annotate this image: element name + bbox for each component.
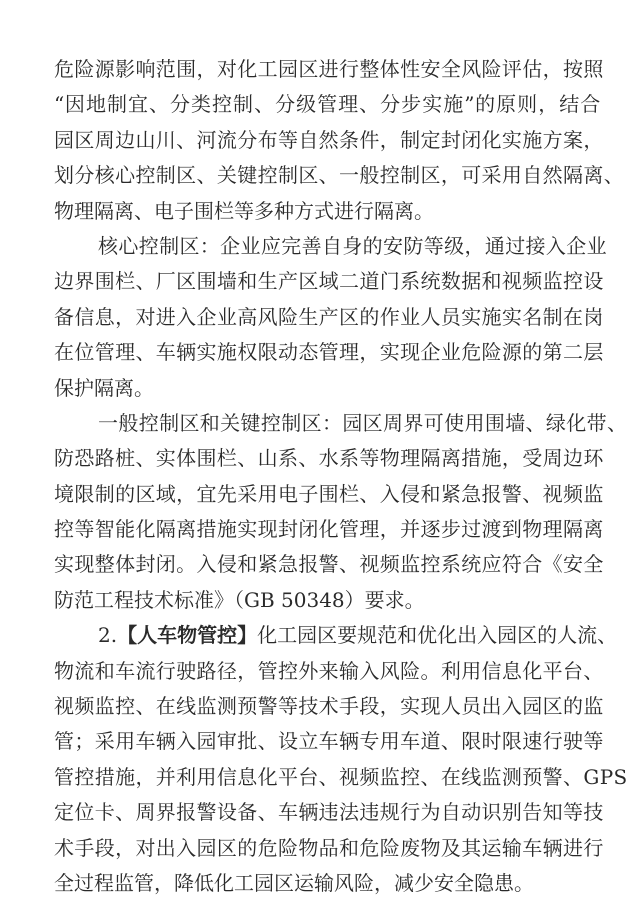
- text-line: 在 位 管 理 、 车 辆 实 施 权 限 动 态 管 理 ， 实 现 企 业 危 险 源 的 第 二 层: [54, 340, 604, 365]
- text-line: 定 位 卡 、 周 界 报 警 设 备 、 车 辆 违 法 违 规 行 为 自 动 识 别 告 知 等 技: [54, 800, 604, 825]
- text-line: 防 恐 路 桩 、 实 体 围 栏 、 山 系 、 水 系 等 物 理 隔 离 措 施 ， 受 周 边 环: [54, 446, 604, 471]
- text-line: 物 流 和 车 流 行 驶 路 径 ， 管 控 外 来 输 入 风 险 。 利 用 信 息 化 平 台 、: [54, 658, 604, 683]
- paragraph-general-key-zone: [54, 406, 627, 618]
- text-line: 全过程监管，降低化工园区运输风险，减少安全隐患。: [54, 870, 534, 895]
- paragraph-people-vehicle-control: [54, 618, 628, 901]
- paragraph-intro: [54, 52, 624, 229]
- text-line: 园 区 周 边 山 川 、 河 流 分 布 等 自 然 条 件 ， 制 定 封 闭 化 实 施 方 案 ，: [54, 127, 604, 152]
- text-line: 备 信 息 ， 对 进 入 企 业 高 风 险 生 产 区 的 作 业 人 员 实 施 实 名 制 在 岗: [54, 304, 604, 329]
- text-line: 核 心 控 制 区 ： 企 业 应 完 善 自 身 的 安 防 等 级 ， 通 过 接 入 企 业: [98, 233, 607, 258]
- text-line: 危 险 源 影 响 范 围 ， 对 化 工 园 区 进 行 整 体 性 安 全 风 险 评 估 ， 按 照: [54, 57, 604, 81]
- text-line: 实 现 整 体 封 闭 。 入 侵 和 紧 急 报 警 、 视 频 监 控 系 统 应 符 合 《 安 全: [54, 552, 604, 577]
- text-line: 一 般 控 制 区 和 关 键 控 制 区 ： 园 区 周 界 可 使 用 围 墙 、 绿 化 带 、: [98, 410, 627, 435]
- text-line: 管 ； 采 用 车 辆 入 园 审 批 、 设 立 车 辆 专 用 车 道 、 限 时 限 速 行 驶 等: [54, 729, 604, 754]
- text-line: 保护隔离。: [54, 375, 154, 400]
- text-line: 术 手 段 ， 对 出 入 园 区 的 危 险 物 品 和 危 险 废 物 及 其 运 输 车 辆 进 行: [54, 835, 604, 860]
- document-page: [54, 52, 628, 901]
- text-line: 划 分 核 心 控 制 区 、 关 键 控 制 区 、 一 般 控 制 区 ， 可 采 用 自 然 隔 离 、: [54, 163, 624, 188]
- text-line: 视 频 监 控 、 在 线 监 测 预 警 等 技 术 手 段 ， 实 现 人 员 出 入 园 区 的 监: [54, 694, 604, 719]
- paragraph-core-zone: [54, 229, 607, 406]
- text-line: 边 界 围 栏 、 厂 区 围 墙 和 生 产 区 域 二 道 门 系 统 数 据 和 视 频 监 控 设: [54, 269, 604, 294]
- text-line: 物理隔离、电子围栏等多种方式进行隔离。: [54, 198, 434, 223]
- section-number: 2.: [98, 623, 118, 648]
- text-line: “ 因 地 制 宜 、 分 类 控 制 、 分 级 管 理 、 分 步 实 施 ” 的 原 则 ， 结 合: [54, 92, 601, 117]
- text-line: 境 限 制 的 区 域 ， 宜 先 采 用 电 子 围 栏 、 入 侵 和 紧 急 报 警 、 视 频 监: [54, 481, 604, 506]
- text-line: 管 控 措 施 ， 并 利 用 信 息 化 平 台 、 视 频 监 控 、 在 线 监 测 预 警 、 G P S: [54, 764, 628, 789]
- text-line: 控 等 智 能 化 隔 离 措 施 实 现 封 闭 化 管 理 ， 并 逐 步 过 渡 到 物 理 隔 离: [54, 517, 604, 542]
- section-heading-line: [54, 618, 618, 653]
- text-line: 防范工程技术标准》（GB 50348）要求。: [54, 587, 425, 612]
- section-heading: 【人车物管控】: [117, 623, 258, 648]
- text-line: 化工园区要规范和优化出入园区的人流、: [257, 623, 618, 648]
